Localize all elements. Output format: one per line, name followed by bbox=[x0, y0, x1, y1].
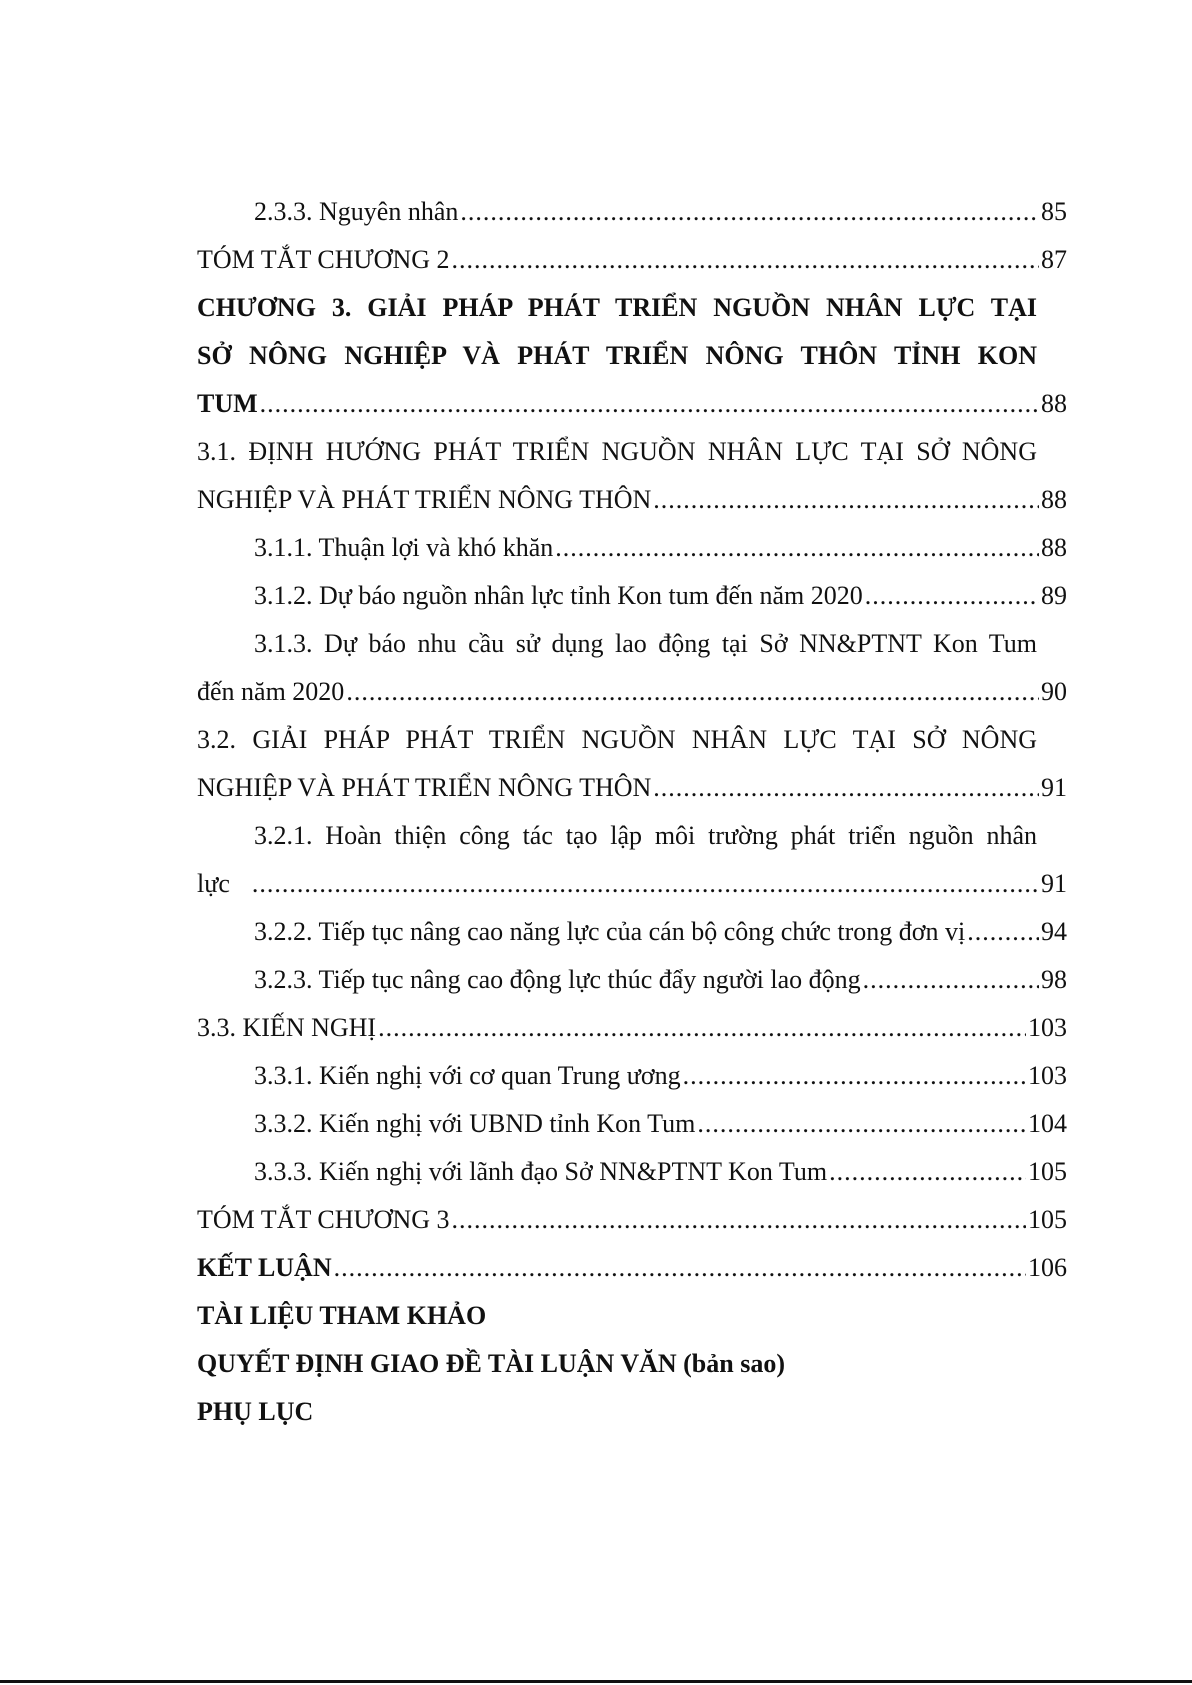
toc-entry-title-line3: TUM bbox=[197, 389, 258, 418]
toc-page-number: 89 bbox=[1041, 581, 1067, 610]
toc-entry-line bbox=[197, 716, 1067, 764]
toc-entry-chapter-3[interactable] bbox=[197, 284, 1067, 428]
toc-entry-references[interactable] bbox=[197, 1292, 1067, 1340]
toc-entry-title-line2: SỞ NÔNG NGHIỆP VÀ PHÁT TRIỂN NÔNG THÔN TỈNH KON bbox=[197, 341, 1037, 370]
toc-entry-title: TÓM TẮT CHƯƠNG 3 bbox=[197, 1205, 450, 1234]
toc-entry-line bbox=[197, 332, 1067, 380]
toc-entry-title-line2: NGHIỆP VÀ PHÁT TRIỂN NÔNG THÔN bbox=[197, 485, 652, 514]
page-bottom-edge bbox=[0, 1680, 1192, 1683]
toc-entry-thesis-decision[interactable] bbox=[197, 1340, 1067, 1388]
toc-page-number: 87 bbox=[1041, 245, 1067, 274]
toc-entry-title: KẾT LUẬN bbox=[197, 1253, 332, 1282]
toc-entry-line bbox=[197, 620, 1067, 668]
toc-entry-title: 3.1.2. Dự báo nguồn nhân lực tỉnh Kon tum đến năm 2020 bbox=[254, 581, 863, 610]
toc-entry-line bbox=[197, 476, 1067, 524]
table-of-contents bbox=[197, 188, 1067, 1436]
toc-entry-title: 3.2.3. Tiếp tục nâng cao động lực thúc đẩy người lao động bbox=[254, 965, 861, 994]
dot-leader bbox=[555, 524, 1039, 572]
toc-entry-title: TÓM TẮT CHƯƠNG 2 bbox=[197, 245, 450, 274]
toc-entry-title-line1: 3.1. ĐỊNH HƯỚNG PHÁT TRIỂN NGUỒN NHÂN LỰC TẠI SỞ NÔNG bbox=[197, 437, 1037, 466]
dot-leader bbox=[452, 236, 1040, 284]
toc-page-number: 105 bbox=[1028, 1157, 1067, 1186]
toc-entry-3-1-3[interactable] bbox=[197, 620, 1067, 716]
toc-page-number: 91 bbox=[1041, 869, 1067, 898]
toc-entry-title-line2: NGHIỆP VÀ PHÁT TRIỂN NÔNG THÔN bbox=[197, 773, 652, 802]
toc-entry-3-2-1[interactable] bbox=[197, 812, 1067, 908]
dot-leader bbox=[683, 1052, 1026, 1100]
toc-entry-title-line2: lực bbox=[197, 869, 230, 898]
toc-entry-chapter-2-summary[interactable] bbox=[197, 236, 1067, 284]
toc-entry-3-2-3[interactable] bbox=[197, 956, 1067, 1004]
toc-entry-title: 3.3.1. Kiến nghị với cơ quan Trung ương bbox=[254, 1061, 681, 1090]
toc-page-number: 105 bbox=[1028, 1205, 1067, 1234]
toc-page-number: 88 bbox=[1041, 389, 1067, 418]
toc-entry-line bbox=[197, 380, 1067, 428]
toc-entry-title-line1: CHƯƠNG 3. GIẢI PHÁP PHÁT TRIỂN NGUỒN NHÂN LỰC TẠI bbox=[197, 293, 1037, 322]
toc-entry-conclusion[interactable] bbox=[197, 1244, 1067, 1292]
toc-entry-3-2-2[interactable] bbox=[197, 908, 1067, 956]
toc-entry-3-1-2[interactable] bbox=[197, 572, 1067, 620]
dot-leader bbox=[865, 572, 1039, 620]
dot-leader bbox=[863, 956, 1039, 1004]
toc-entry-appendix[interactable] bbox=[197, 1388, 1067, 1436]
dot-leader bbox=[697, 1100, 1026, 1148]
dot-leader bbox=[346, 668, 1039, 716]
toc-entry-3-3-3[interactable] bbox=[197, 1148, 1067, 1196]
toc-entry-line bbox=[197, 428, 1067, 476]
toc-entry-3-1-1[interactable] bbox=[197, 524, 1067, 572]
toc-page-number: 103 bbox=[1028, 1013, 1067, 1042]
dot-leader bbox=[334, 1244, 1026, 1292]
dot-leader bbox=[260, 380, 1039, 428]
toc-entry-3-2[interactable] bbox=[197, 716, 1067, 812]
toc-entry-line bbox=[197, 860, 1067, 908]
toc-entry-chapter-3-summary[interactable] bbox=[197, 1196, 1067, 1244]
toc-page-number: 88 bbox=[1041, 485, 1067, 514]
dot-leader bbox=[653, 764, 1039, 812]
toc-entry-title-line2: đến năm 2020 bbox=[197, 677, 345, 706]
toc-entry-line bbox=[197, 812, 1067, 860]
toc-entry-line bbox=[197, 668, 1067, 716]
toc-entry-line bbox=[197, 764, 1067, 812]
toc-page-number: 104 bbox=[1028, 1109, 1067, 1138]
toc-entry-3-3-1[interactable] bbox=[197, 1052, 1067, 1100]
toc-page-number: 103 bbox=[1028, 1061, 1067, 1090]
dot-leader bbox=[252, 860, 1039, 908]
toc-page-number: 98 bbox=[1041, 965, 1067, 994]
toc-page-number: 106 bbox=[1028, 1253, 1067, 1282]
toc-page-number: 88 bbox=[1041, 533, 1067, 562]
dot-leader bbox=[378, 1004, 1026, 1052]
toc-entry-title: 3.3.2. Kiến nghị với UBND tỉnh Kon Tum bbox=[254, 1109, 696, 1138]
dot-leader bbox=[460, 188, 1039, 236]
toc-entry-title: 2.3.3. Nguyên nhân bbox=[254, 197, 459, 226]
dot-leader bbox=[452, 1196, 1027, 1244]
toc-entry-3-1[interactable] bbox=[197, 428, 1067, 524]
dot-leader bbox=[653, 476, 1039, 524]
toc-entry-title: 3.3. KIẾN NGHỊ bbox=[197, 1013, 377, 1042]
toc-entry-line bbox=[197, 284, 1067, 332]
toc-entry-title: TÀI LIỆU THAM KHẢO bbox=[197, 1301, 487, 1330]
toc-entry-title-line1: 3.2.1. Hoàn thiện công tác tạo lập môi trường phát triển nguồn nhân bbox=[254, 821, 1037, 850]
toc-entry-title-line1: 3.1.3. Dự báo nhu cầu sử dụng lao động tại Sở NN&PTNT Kon Tum bbox=[254, 629, 1037, 658]
toc-entry-title: 3.2.2. Tiếp tục nâng cao năng lực của cán bộ công chức trong đơn vị bbox=[254, 917, 966, 946]
toc-entry-title: 3.1.1. Thuận lợi và khó khăn bbox=[254, 533, 554, 562]
toc-page-number: 94 bbox=[1041, 917, 1067, 946]
toc-entry-title-line1: 3.2. GIẢI PHÁP PHÁT TRIỂN NGUỒN NHÂN LỰC TẠI SỞ NÔNG bbox=[197, 725, 1037, 754]
toc-entry-title: PHỤ LỤC bbox=[197, 1397, 314, 1426]
toc-page-number: 91 bbox=[1041, 773, 1067, 802]
toc-entry-3-3[interactable] bbox=[197, 1004, 1067, 1052]
toc-page-number: 90 bbox=[1041, 677, 1067, 706]
dot-leader bbox=[829, 1148, 1026, 1196]
dot-leader bbox=[967, 908, 1039, 956]
toc-entry-2-3-3[interactable] bbox=[197, 188, 1067, 236]
toc-entry-title: 3.3.3. Kiến nghị với lãnh đạo Sở NN&PTNT Kon Tum bbox=[254, 1157, 828, 1186]
toc-entry-3-3-2[interactable] bbox=[197, 1100, 1067, 1148]
toc-page-number: 85 bbox=[1041, 197, 1067, 226]
toc-entry-title: QUYẾT ĐỊNH GIAO ĐỀ TÀI LUẬN VĂN (bản sao) bbox=[197, 1349, 785, 1378]
